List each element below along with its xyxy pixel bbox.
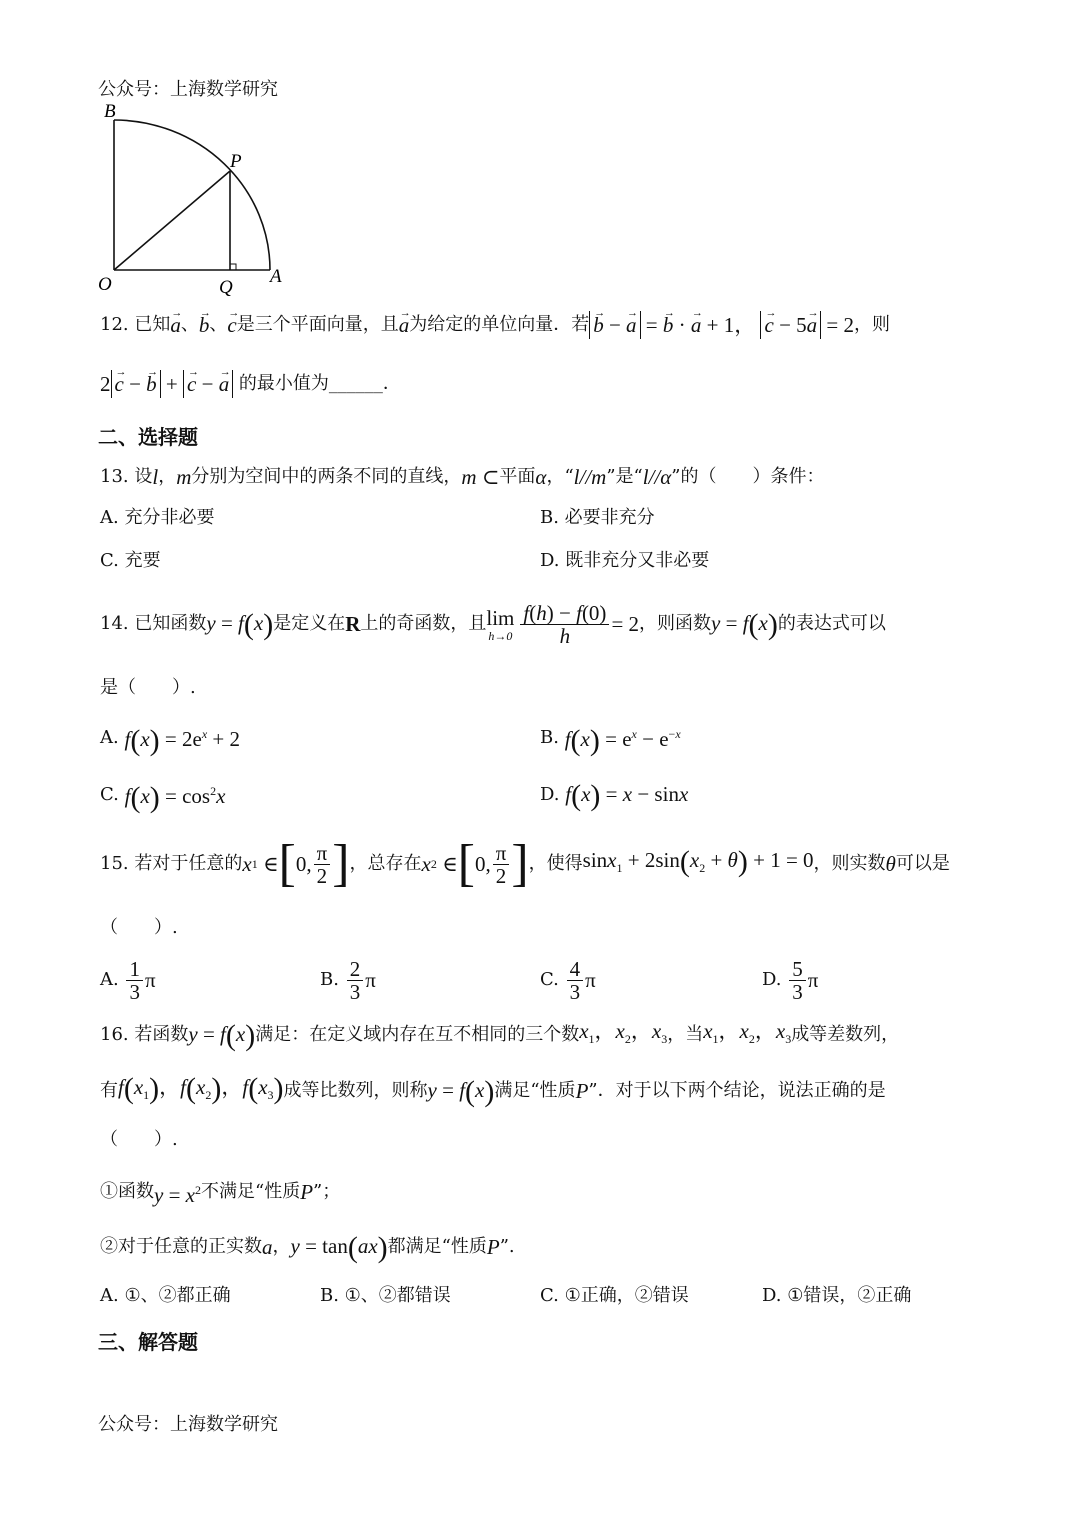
quarter-circle-figure (90, 98, 300, 303)
q16-stmt1-a: ①函数 (100, 1181, 154, 1202)
q12-formula-1: → b − → a = → b · → a + 1， → c − 5→ a = 2 (589, 311, 854, 339)
section-2-title: 二、选择题 (98, 425, 198, 449)
vec-c: → c (227, 313, 236, 337)
q16-line2-a: 有 (100, 1080, 118, 1101)
q15-number: 15. (100, 853, 129, 874)
question-12-line1 (100, 308, 890, 342)
question-12-line2 (100, 367, 401, 401)
q16-tan: y = tan(ax) (290, 1231, 388, 1265)
q16-fx-2: y = f(x) (427, 1075, 495, 1109)
q13-text: 设 (134, 466, 153, 487)
q14-text3: 上的奇函数，且 (360, 613, 487, 634)
q15-option-a[interactable]: A. $\frac{1}{3}$ π (100, 956, 156, 1004)
q15-option-d-frac: $\frac{5}{3}$ (789, 958, 806, 1003)
q16-P-2: P (300, 1180, 314, 1204)
q16-line2-b: 成等比数列，则称 (283, 1080, 428, 1101)
arc-bp-a (114, 120, 270, 270)
q14-text1: 已知函数 (134, 613, 207, 634)
q15-text5: 可以是 (895, 853, 950, 874)
q15-text1: 若对于任意的 (134, 853, 243, 874)
q13-m: m (176, 465, 192, 489)
q16-stmt1-c: ”； (313, 1181, 341, 1202)
q16-line2-d: ”．对于以下两个结论，说法正确的是 (588, 1080, 886, 1101)
q14-R: R (345, 612, 361, 636)
q14-option-c-label: C. (100, 784, 119, 805)
q14-option-c[interactable] (100, 778, 226, 815)
question-16-line2 (100, 1074, 886, 1108)
q14-option-d-formula: f(x) = x − sinx (565, 779, 689, 813)
q14-option-d[interactable] (540, 778, 688, 812)
q12-text-a: 已知 (134, 314, 171, 335)
label-b: B (104, 101, 116, 122)
q16-stmt1-b: 不满足“性质 (201, 1181, 301, 1202)
vec-a-2: → a (399, 313, 410, 337)
q15-option-b-label: B. (320, 969, 339, 990)
q13-option-c[interactable]: C. 充要 (100, 550, 161, 571)
q13-option-d[interactable]: D. 既非充分又非必要 (540, 550, 710, 571)
q16-line2-c: 满足“性质 (494, 1080, 576, 1101)
q12-formula-2: 2→ c − → b + → c − → a (100, 370, 233, 398)
q16-statement-2: ②对于任意的正实数 a ， y = tan(ax) 都满足“性质 P ”. (100, 1231, 515, 1265)
q12-text-c: 、 (209, 314, 228, 335)
q13-text5: ”是“ (606, 466, 643, 487)
q15-option-a-frac: $\frac{1}{3}$ (126, 958, 143, 1003)
q14-option-d-label: D. (540, 784, 560, 805)
question-16-line1 (100, 1018, 899, 1052)
q14-option-b[interactable] (540, 721, 681, 758)
q13-option-a[interactable]: A. 充分非必要 (100, 507, 215, 528)
q12-line2-end: 的最小值为______． (238, 373, 401, 394)
section-3-title: 三、解答题 (98, 1330, 198, 1354)
q14-fx-2: y = f(x) (711, 608, 778, 642)
question-16-line3: （ ）. (100, 1129, 178, 1150)
q16-stmt2-b: 都满足“性质 (387, 1236, 487, 1257)
header-watermark: 公众号：上海数学研究 (98, 79, 278, 100)
q14-option-c-formula: $f(x) = \cos^2x$ (124, 781, 226, 815)
q15-option-d[interactable]: D. $\frac{5}{3}$ π (762, 956, 819, 1004)
label-o: O (98, 274, 112, 295)
q15-theta: θ (885, 852, 896, 876)
question-15-line2: （ ）. (100, 917, 178, 938)
q14-text5: 的表达式可以 (777, 613, 886, 634)
q16-option-c[interactable]: C. ①正确，②错误 (540, 1285, 689, 1306)
q16-option-b[interactable]: B. ①、②都错误 (320, 1285, 451, 1306)
q13-subset: m ⊂ (461, 465, 500, 489)
q16-text1: 若函数 (134, 1024, 189, 1045)
q15-text2: ，总存在 (349, 853, 422, 874)
right-angle-mark (230, 264, 236, 270)
question-14-line2: 是（ ）. (100, 677, 196, 698)
q13-text4: ，“ (546, 466, 574, 487)
q14-limit: lim h→0 $\frac{f(h) - f(0)}{h}$ = 2 (486, 600, 640, 648)
q13-text2: 分别为空间中的两条不同的直线， (191, 466, 462, 487)
q16-statement-1 (100, 1175, 340, 1209)
footer-watermark: 公众号：上海数学研究 (98, 1414, 278, 1435)
q15-option-b[interactable]: B. $\frac{2}{3}$ π (320, 956, 376, 1004)
q16-text2: 满足：在定义域内存在互不相同的三个数 (255, 1024, 580, 1045)
q12-text-e: 为给定的单位向量．若 (409, 314, 590, 335)
q15-option-c[interactable]: C. $\frac{4}{3}$ π (540, 956, 596, 1004)
q13-alpha: α (535, 465, 547, 489)
q15-text3: ，使得 (528, 853, 583, 874)
q13-text6: ”的（ ）条件： (671, 466, 825, 487)
q14-option-a-formula: $f(x) = 2e^x + 2$ (124, 724, 240, 758)
q12-text-f: ，则 (854, 314, 890, 335)
q15-text4: ，则实数 (813, 853, 886, 874)
q16-f-list: $f(x_1)$，$f(x_2)$，$f(x_3)$ (118, 1072, 284, 1106)
vec-b: → b (199, 313, 210, 337)
segment-op (114, 171, 230, 270)
q16-option-a[interactable]: A. ①、②都正确 (100, 1285, 231, 1306)
label-q: Q (219, 277, 233, 298)
q16-a: a (262, 1235, 273, 1259)
q12-text-d: 是三个平面向量，且 (236, 314, 399, 335)
label-a: A (270, 266, 282, 287)
q15-interval-1: x 1 ∈ [ 0, $\frac{\pi}{2}$ ] (242, 835, 350, 892)
q16-y-x2: $y = x^2$ (154, 1182, 201, 1207)
q13-lm: l//m (573, 465, 607, 489)
q13-l: l (152, 465, 159, 489)
q16-x-list-1: $x_1$，$x_2$，$x_3$ (579, 1018, 668, 1047)
q15-option-c-frac: $\frac{4}{3}$ (567, 958, 584, 1003)
q14-text2: 是定义在 (273, 613, 346, 634)
q16-P-3: P (486, 1235, 500, 1259)
q15-equation: $\sin x_1 + 2\sin(x_2 + \theta) + 1 = 0$ (582, 845, 814, 879)
q16-P-1: P (575, 1079, 589, 1103)
q16-number: 16. (100, 1024, 129, 1045)
q16-option-d[interactable]: D. ①错误，②正确 (762, 1285, 912, 1306)
q15-option-a-label: A. (100, 969, 119, 990)
question-14-line1 (100, 596, 886, 652)
q16-fx-1: y = f(x) (188, 1019, 256, 1053)
label-p: P (230, 151, 242, 172)
q13-la: l//α (642, 465, 672, 489)
q14-option-b-formula: $f(x) = e^x - e^{-x}$ (564, 724, 681, 758)
q13-number: 13. (100, 466, 129, 487)
q15-option-d-label: D. (762, 969, 782, 990)
q16-x-list-2: $x_1$，$x_2$，$x_3$ (703, 1018, 792, 1047)
q16-text4: 成等差数列， (791, 1024, 900, 1045)
q15-option-c-label: C. (540, 969, 559, 990)
question-15-line1 (100, 834, 950, 894)
q14-number: 14. (100, 613, 129, 634)
q16-stmt2-c: ”. (499, 1236, 515, 1257)
q16-text3: ，当 (667, 1024, 704, 1045)
q14-option-a[interactable] (100, 721, 240, 758)
q13-option-b[interactable]: B. 必要非充分 (540, 507, 655, 528)
q16-stmt2-a: ②对于任意的正实数 (100, 1236, 262, 1257)
vec-a: → a (170, 313, 181, 337)
q12-text-b: 、 (180, 314, 199, 335)
q14-fx-1: y = f(x) (206, 608, 274, 642)
q14-option-a-label: A. (100, 727, 119, 748)
q12-number: 12. (100, 314, 129, 335)
q15-interval-2: x 2 ∈ [ 0, $\frac{\pi}{2}$ ] (421, 835, 529, 892)
question-13: 13. 设 l ， m 分别为空间中的两条不同的直线， m ⊂ 平面 α ，“ l//m ”是“ l//α ”的（ ）条件： (100, 465, 825, 489)
q14-text4: ，则函数 (639, 613, 712, 634)
q15-option-b-frac: $\frac{2}{3}$ (347, 958, 364, 1003)
q13-text3: 平面 (499, 466, 536, 487)
q14-option-b-label: B. (540, 727, 559, 748)
